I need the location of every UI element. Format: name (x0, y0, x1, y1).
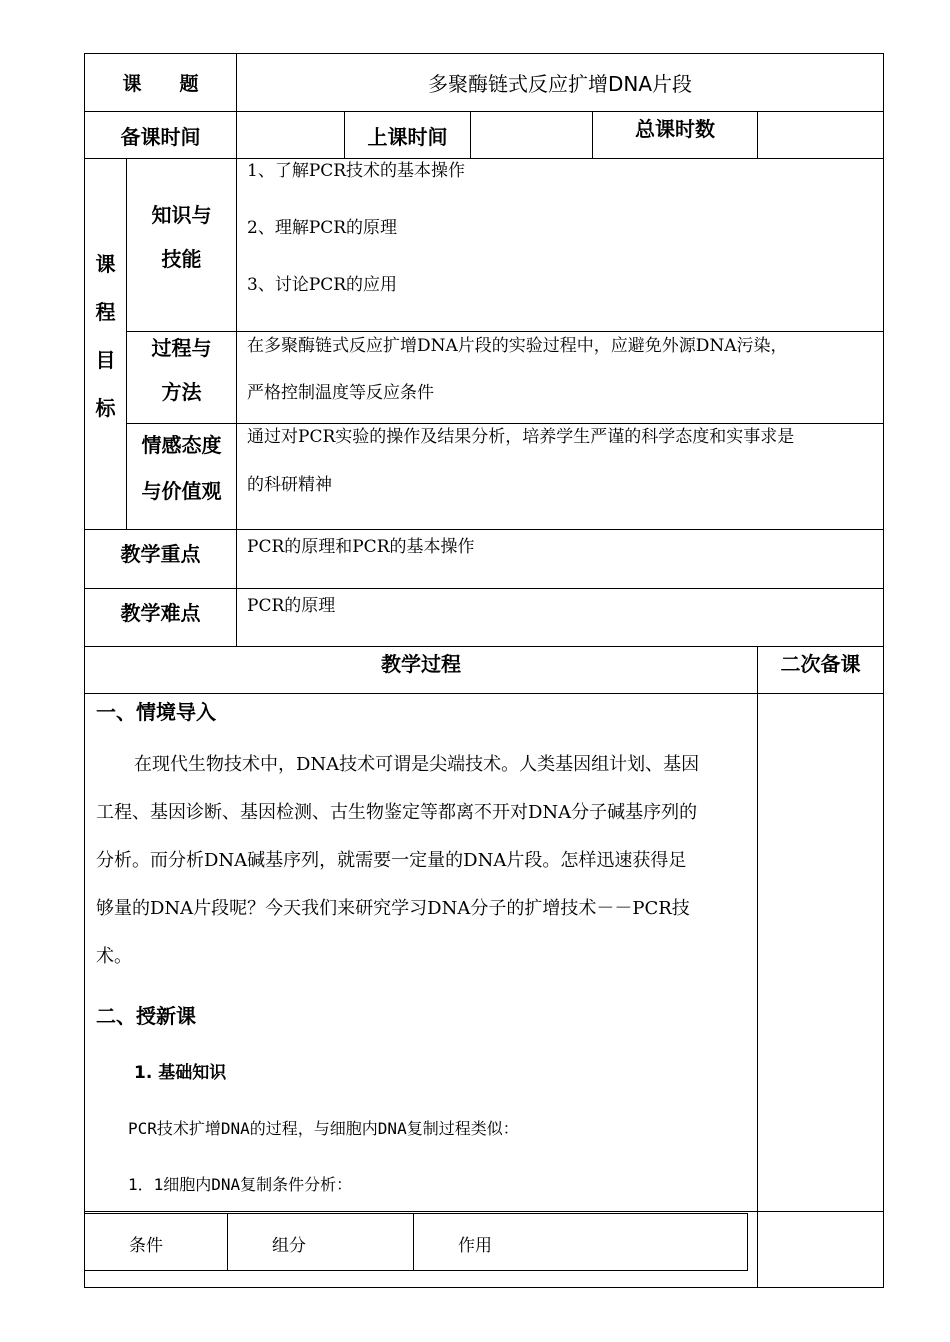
side-char: 目 (95, 348, 116, 372)
list-item: 1、了解PCR技术的基本操作 (247, 161, 466, 181)
difficult-points-value: PCR的原理 (247, 596, 336, 616)
key-points-value: PCR的原理和PCR的基本操作 (247, 537, 475, 557)
side-char: 程 (95, 300, 116, 324)
process-header-side: 二次备课 (780, 651, 861, 676)
label-line: 与价值观 (141, 479, 222, 503)
process-label (127, 326, 236, 414)
objectives-side-label (85, 240, 126, 432)
topic-label: 课 题 (122, 73, 199, 95)
label-line: 过程与 (151, 336, 212, 360)
rule (413, 1213, 414, 1271)
prep-time-label: 备课时间 (120, 124, 201, 149)
rule (84, 1211, 884, 1212)
knowledge-label (127, 193, 236, 281)
rule (84, 1287, 884, 1288)
text-line: 术。 (96, 946, 132, 967)
section2-title: 二、授新课 (96, 1004, 196, 1028)
side-char: 课 (95, 252, 116, 276)
text-line: 在多聚酶链式反应扩增DNA片段的实验过程中，应避免外源DNA污染， (247, 336, 788, 356)
knowledge-items (247, 158, 877, 314)
rule (747, 1213, 748, 1271)
process-header-main: 教学过程 (381, 651, 461, 676)
text-line: PCR技术扩增DNA的过程，与细胞内DNA复制过程类似： (128, 1119, 519, 1138)
lesson-topic: 多聚酶链式反应扩增DNA片段 (427, 72, 693, 96)
text-line: 1．1细胞内DNA复制条件分析： (128, 1175, 353, 1194)
rule (757, 646, 758, 1288)
text-line: 在现代生物技术中，DNA技术可谓是尖端技术。人类基因组计划、基因 (134, 754, 700, 775)
key-points-label: 教学重点 (120, 541, 201, 566)
label-line: 技能 (161, 247, 202, 271)
text-line: 够量的DNA片段呢？今天我们来研究学习DNA分子的扩增技术－－PCR技 (96, 898, 690, 919)
text-line: 严格控制温度等反应条件 (247, 383, 434, 403)
rule (227, 1213, 228, 1271)
rule (883, 53, 884, 1288)
emotion-label (127, 422, 236, 514)
inner-table-header: 作用 (458, 1236, 492, 1256)
section1-title: 一、情境导入 (96, 700, 216, 724)
difficult-points-label: 教学难点 (120, 600, 201, 625)
text-line: 分析。而分析DNA碱基序列，就需要一定量的DNA片段。怎样迅速获得足 (96, 850, 687, 871)
inner-table-header: 组分 (272, 1236, 306, 1256)
label-line: 方法 (161, 380, 202, 404)
process-text (247, 331, 877, 417)
class-time-label: 上课时间 (367, 124, 448, 149)
total-hours-label: 总课时数 (635, 116, 715, 141)
emotion-text (247, 423, 877, 509)
rule (84, 1213, 748, 1214)
section1-body (96, 741, 748, 981)
side-char: 标 (95, 396, 116, 420)
rule (84, 1270, 748, 1271)
label-line: 知识与 (151, 203, 212, 227)
text-line: 通过对PCR实验的操作及结果分析，培养学生严谨的科学态度和实事求是 (247, 427, 795, 447)
subsection-title: 1. 基础知识 (134, 1063, 227, 1083)
text-line: 的科研精神 (247, 475, 332, 495)
list-item: 3、讨论PCR的应用 (247, 275, 398, 295)
inner-table-header: 条件 (129, 1236, 163, 1256)
text-line: 工程、基因诊断、基因检测、古生物鉴定等都离不开对DNA分子碱基序列的 (96, 802, 698, 823)
list-item: 2、理解PCR的原理 (247, 218, 398, 238)
rule (84, 693, 884, 694)
label-line: 情感态度 (141, 433, 222, 457)
